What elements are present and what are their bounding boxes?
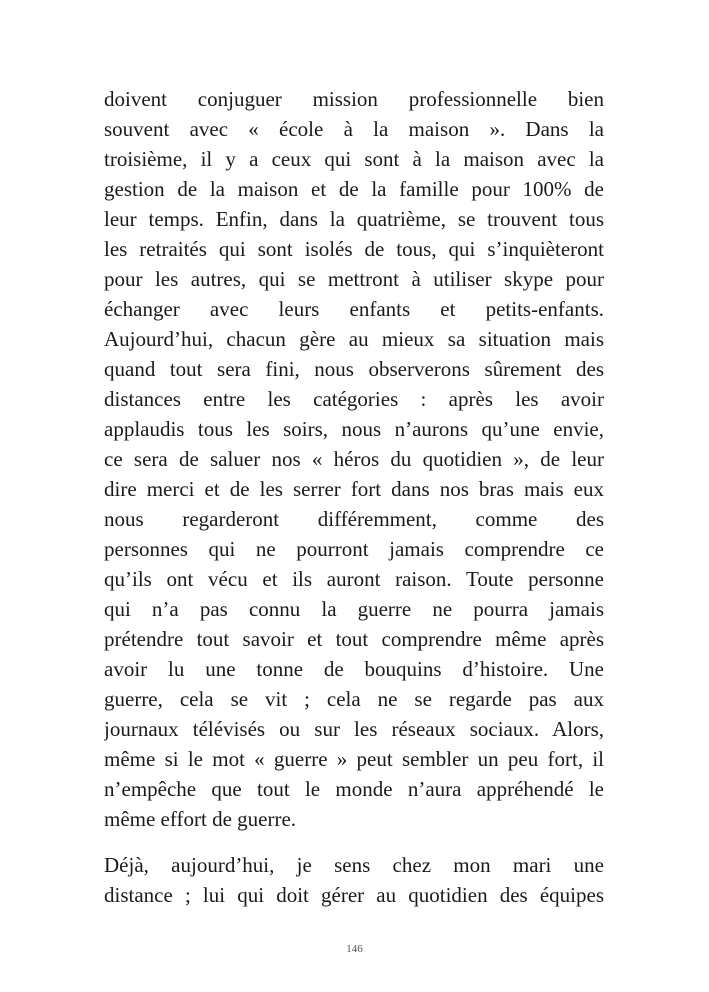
body-text — [104, 84, 604, 910]
text-line: doivent conjuguer mission professionnelle bien — [104, 87, 604, 111]
text-line: qu’ils ont vécu et ils auront raison. Toute personne — [104, 567, 604, 591]
text-line: quand tout sera fini, nous observerons sûrement des — [104, 357, 604, 381]
text-line: gestion de la maison et de la famille pour 100% de — [104, 177, 604, 201]
text-line: nous regarderont différemment, comme des — [104, 507, 604, 531]
paragraph-2 — [104, 850, 604, 910]
text-line: leur temps. Enfin, dans la quatrième, se trouvent tous — [104, 207, 604, 231]
text-line: souvent avec « école à la maison ». Dans la — [104, 117, 604, 141]
text-line: guerre, cela se vit ; cela ne se regarde pas aux — [104, 687, 604, 711]
text-line: qui n’a pas connu la guerre ne pourra jamais — [104, 597, 604, 621]
paragraph-1 — [104, 84, 604, 834]
text-line: même effort de guerre. — [104, 807, 297, 831]
text-line: journaux télévisés ou sur les réseaux sociaux. Alors, — [104, 717, 604, 741]
text-line: dire merci et de les serrer fort dans nos bras mais eux — [104, 477, 604, 501]
text-line: avoir lu une tonne de bouquins d’histoire. Une — [104, 657, 604, 681]
text-line: Aujourd’hui, chacun gère au mieux sa situation mais — [104, 327, 604, 351]
text-line: personnes qui ne pourront jamais comprendre ce — [104, 537, 604, 561]
text-line: troisième, il y a ceux qui sont à la maison avec la — [104, 147, 604, 171]
text-line: échanger avec leurs enfants et petits-enfants. — [104, 297, 604, 321]
text-line: n’empêche que tout le monde n’aura appréhendé le — [104, 777, 604, 801]
text-line: distances entre les catégories : après les avoir — [104, 387, 604, 411]
page-number: 146 — [346, 943, 363, 955]
text-line: les retraités qui sont isolés de tous, qui s’inquièteront — [104, 237, 604, 261]
text-line: Déjà, aujourd’hui, je sens chez mon mari une — [104, 853, 604, 877]
text-line: applaudis tous les soirs, nous n’aurons qu’une envie, — [104, 417, 604, 441]
text-line: prétendre tout savoir et tout comprendre même après — [104, 627, 604, 651]
text-line: distance ; lui qui doit gérer au quotidien des équipes — [104, 883, 604, 907]
text-line: pour les autres, qui se mettront à utiliser skype pour — [104, 267, 604, 291]
text-line: même si le mot « guerre » peut sembler un peu fort, il — [104, 747, 604, 771]
text-line: ce sera de saluer nos « héros du quotidien », de leur — [104, 447, 604, 471]
